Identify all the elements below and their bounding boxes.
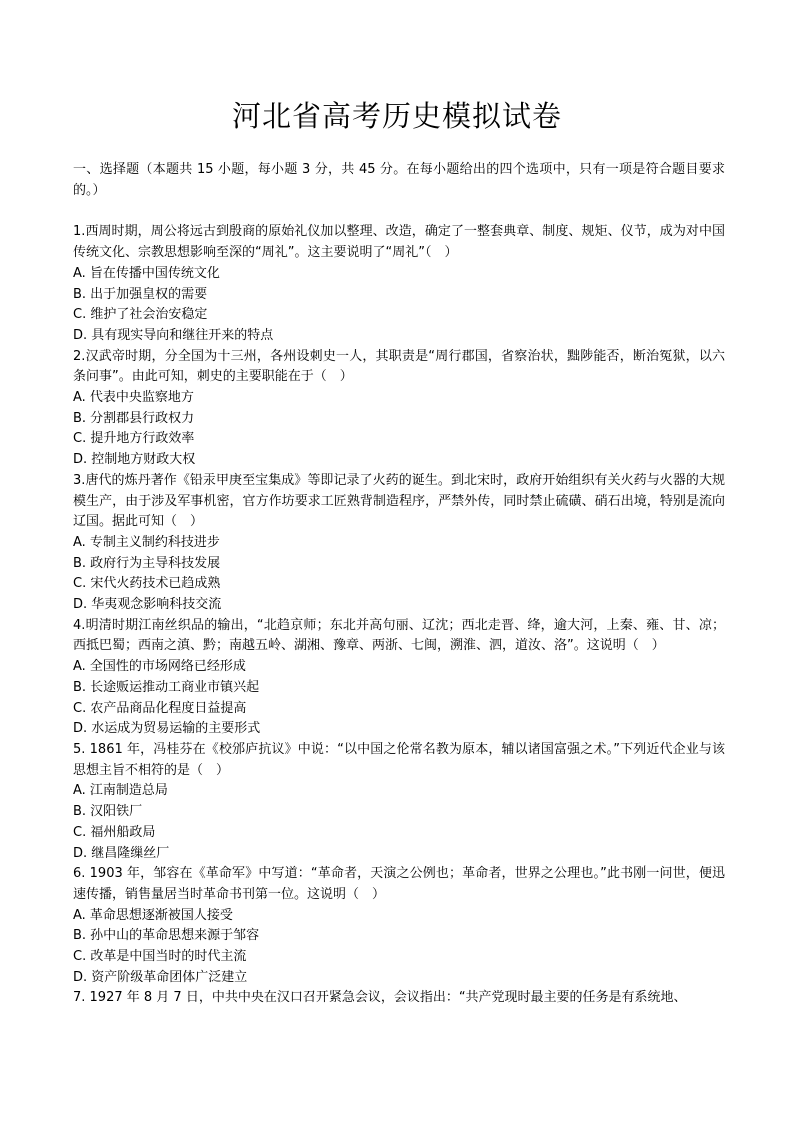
option-a: A. 代表中央监察地方 (73, 390, 194, 406)
option-c: C. 农产品商品化程度日益提高 (73, 700, 247, 716)
option-d: D. 华夷观念影响科技交流 (73, 597, 222, 613)
question-stem: 2.汉武帝时期，分全国为十三州，各州设刺史一人，其职责是“周行郡国，省察治状，黜陟能否，断治冤狱，以六条问事”。由此可知，刺史的主要职能在于（ ） (73, 348, 725, 385)
question-4 (73, 616, 725, 740)
option-a: A. 革命思想逐渐被国人接受 (73, 907, 233, 923)
question-6 (73, 864, 725, 988)
option-c: C. 福州船政局 (73, 824, 156, 840)
question-1 (73, 222, 725, 346)
question-stem: 1.西周时期，周公将远古到殷商的原始礼仪加以整理、改造，确定了一整套典章、制度、规矩、仪节，成为对中国传统文化、宗教思想影响至深的“周礼”。这主要说明了“周礼”（ ） (73, 224, 725, 261)
option-d: D. 资产阶级革命团体广泛建立 (73, 969, 248, 985)
option-b: B. 政府行为主导科技发展 (73, 555, 221, 571)
question-stem: 6. 1903 年，邹容在《革命军》中写道：“革命者，天演之公例也；革命者，世界之公理也。”此书刚一问世，便迅速传播，销售量居当时革命书刊第一位。这说明（ ） (73, 866, 725, 902)
option-a: A. 专制主义制约科技进步 (73, 534, 220, 550)
option-c: C. 宋代火药技术已趋成熟 (73, 576, 221, 592)
option-c: C. 维护了社会治安稳定 (73, 307, 208, 323)
option-b: B. 分割郡县行政权力 (73, 410, 195, 426)
option-b: B. 长途贩运推动工商业市镇兴起 (73, 679, 260, 695)
question-7 (73, 988, 725, 1009)
question-stem: 4.明清时期江南丝织品的输出，“北趋京师；东北并高句丽、辽沈；西北走晋、绛，逾大河，上秦、雍、甘、凉；西抵巴蜀；西南之滇、黔；南越五岭、湖湘、豫章、两浙、七闽，溯淮、泗，道汝、洛”。这说明（ ） (73, 617, 725, 654)
question-3 (73, 471, 725, 616)
question-stem: 3.唐代的炼丹著作《铅汞甲庚至宝集成》等即记录了火药的诞生。到北宋时，政府开始组织有关火药与火器的大规模生产，由于涉及军事机密，官方作坊要求工匠熟背制造程序，严禁外传，同时禁止硫磺、硝石出境，特别是流向辽国。据此可知（ ） (73, 472, 725, 530)
option-a: A. 全国性的市场网络已经形成 (73, 659, 246, 675)
exam-content (73, 160, 725, 1009)
option-c: C. 提升地方行政效率 (73, 431, 195, 447)
option-d: D. 控制地方财政大权 (73, 452, 196, 468)
question-5 (73, 740, 725, 864)
section-instruction: 一、选择题（本题共 15 小题，每小题 3 分，共 45 分。在每小题给出的四个选项中，只有一项是符合题目要求的。） (73, 162, 725, 198)
option-b: B. 孙中山的革命思想来源于邹容 (73, 928, 260, 944)
option-a: A. 旨在传播中国传统文化 (73, 265, 220, 281)
question-2 (73, 347, 725, 471)
question-stem: 5. 1861 年，冯桂芬在《校邠庐抗议》中说：“以中国之伦常名教为原本，辅以诸国富强之术。”下列近代企业与该思想主旨不相符的是（ ） (73, 741, 725, 778)
exam-title: 河北省高考历史模拟试卷 (231, 99, 562, 133)
option-b: B. 汉阳铁厂 (73, 804, 143, 820)
option-d: D. 水运成为贸易运输的主要形式 (73, 721, 261, 737)
option-c: C. 改革是中国当时的时代主流 (73, 949, 247, 965)
option-a: A. 江南制造总局 (73, 783, 168, 799)
option-d: D. 继昌隆缫丝厂 (73, 845, 170, 861)
option-b: B. 出于加强皇权的需要 (73, 286, 208, 302)
question-stem: 7. 1927 年 8 月 7 日，中共中央在汉口召开紧急会议，会议指出：“共产党现时最主要的任务是有系统地、 (73, 990, 687, 1006)
option-d: D. 具有现实导向和继往开来的特点 (73, 327, 274, 343)
